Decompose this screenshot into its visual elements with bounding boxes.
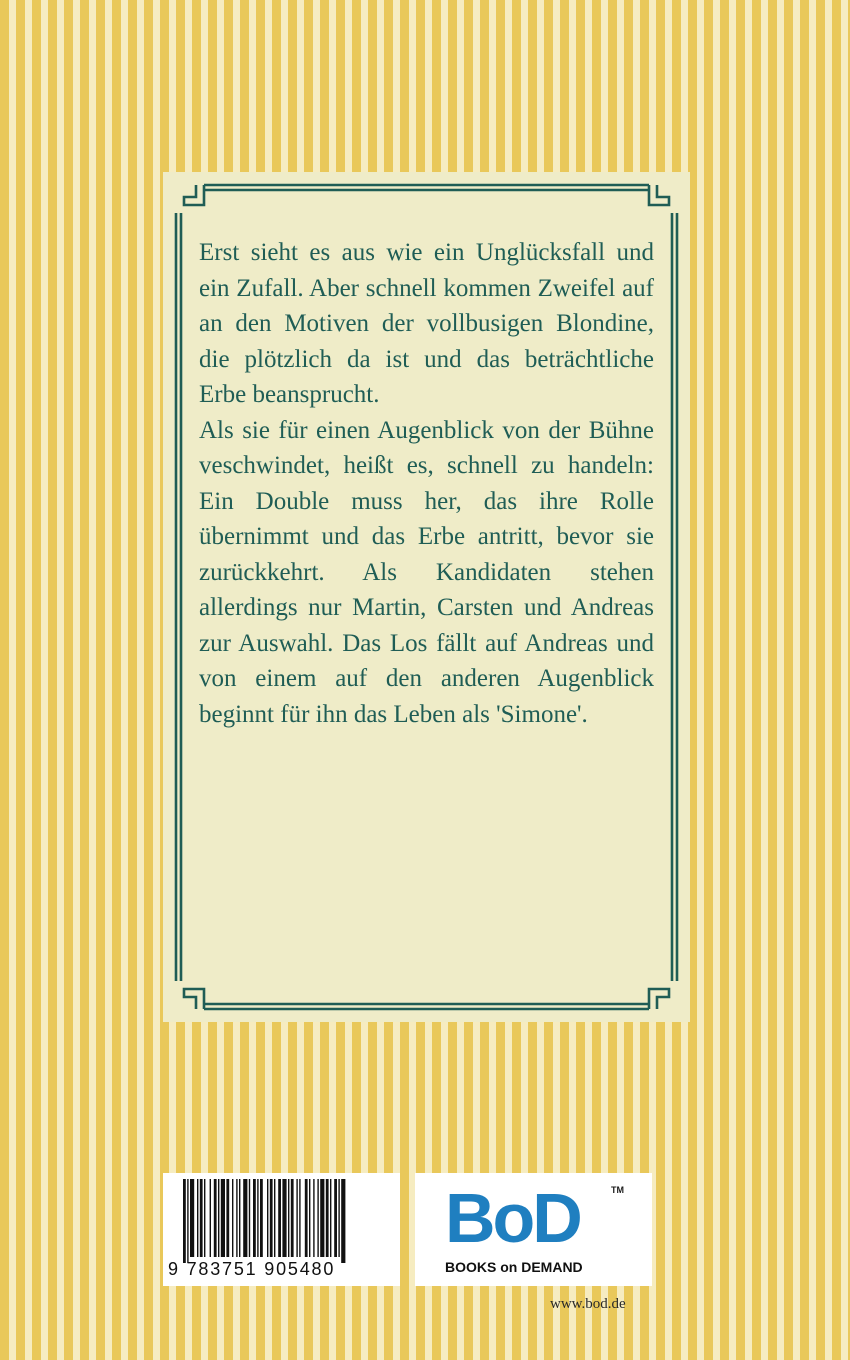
publisher-tagline: BOOKS on DEMAND (445, 1259, 583, 1275)
barcode-bar (221, 1179, 225, 1257)
barcode-bar (288, 1179, 289, 1257)
barcode-bar (317, 1179, 318, 1257)
barcode-bar (232, 1179, 233, 1257)
barcode-bar (197, 1179, 198, 1257)
barcode-bar (249, 1179, 250, 1257)
barcode-bar (309, 1179, 310, 1257)
barcode-bar (183, 1179, 186, 1263)
barcode-bar (214, 1179, 217, 1257)
barcode-bar (330, 1179, 331, 1257)
barcode-bar (257, 1179, 258, 1257)
barcode-bar (338, 1179, 339, 1257)
barcode-bar (291, 1179, 294, 1257)
blurb-text (199, 235, 654, 732)
bod-logo-mark: BoD (445, 1179, 580, 1257)
barcode-bar (210, 1179, 211, 1257)
barcode-bar (260, 1179, 263, 1257)
barcode-bar (204, 1179, 205, 1257)
back-cover-text-panel (163, 172, 690, 1022)
blurb-paragraph-1: Erst sieht es aus wie ein Unglücksfall und ein Zufall. Aber schnell kommen Zweifel auf an den Motiven der vollbusigen Blondine, die plötzlich da ist und das beträchtliche Erbe beansprucht. (199, 239, 654, 408)
barcode-bar (296, 1179, 297, 1257)
barcode-bar (278, 1179, 281, 1257)
barcode-bar (305, 1179, 308, 1257)
barcode-bar (274, 1179, 275, 1257)
barcode-bar (200, 1179, 203, 1257)
publisher-logo (415, 1173, 652, 1286)
barcode-bar (253, 1179, 256, 1257)
barcode-bar (326, 1179, 329, 1257)
blurb-paragraph-2: Als sie für einen Augenblick von der Bühne veschwindet, heißt es, schnell zu handeln: Ein Double muss her, das ihre Rolle übernimmt und das Erbe antritt, bevor sie zurückkehrt. Als Kandidaten stehen allerdings nur Martin, Carsten und Andreas zur Auswahl. Das Los fällt auf Andreas und von einem auf den anderen Augenblick beginnt für ihn das Leben als 'Simone'. (199, 416, 654, 728)
barcode-bar (218, 1179, 219, 1257)
barcode-bar (226, 1179, 229, 1257)
barcode-bar (299, 1179, 300, 1257)
barcode-bar (243, 1179, 247, 1257)
barcode-bar (334, 1179, 337, 1257)
barcode-bar (190, 1179, 194, 1257)
barcode-bar (320, 1179, 324, 1257)
isbn-number: 9 783751 905480 (168, 1259, 336, 1279)
barcode-bar (239, 1179, 240, 1257)
barcode-bar (270, 1179, 273, 1257)
barcode-bar (341, 1179, 345, 1263)
trademark-symbol: TM (611, 1185, 624, 1195)
barcode-bar (267, 1179, 268, 1257)
barcode-bar (282, 1179, 286, 1257)
barcode-bar (236, 1179, 237, 1257)
publisher-website: www.bod.de (550, 1296, 626, 1312)
barcode-bar (313, 1179, 314, 1257)
barcode-bar (187, 1179, 188, 1263)
isbn-barcode (163, 1173, 400, 1286)
